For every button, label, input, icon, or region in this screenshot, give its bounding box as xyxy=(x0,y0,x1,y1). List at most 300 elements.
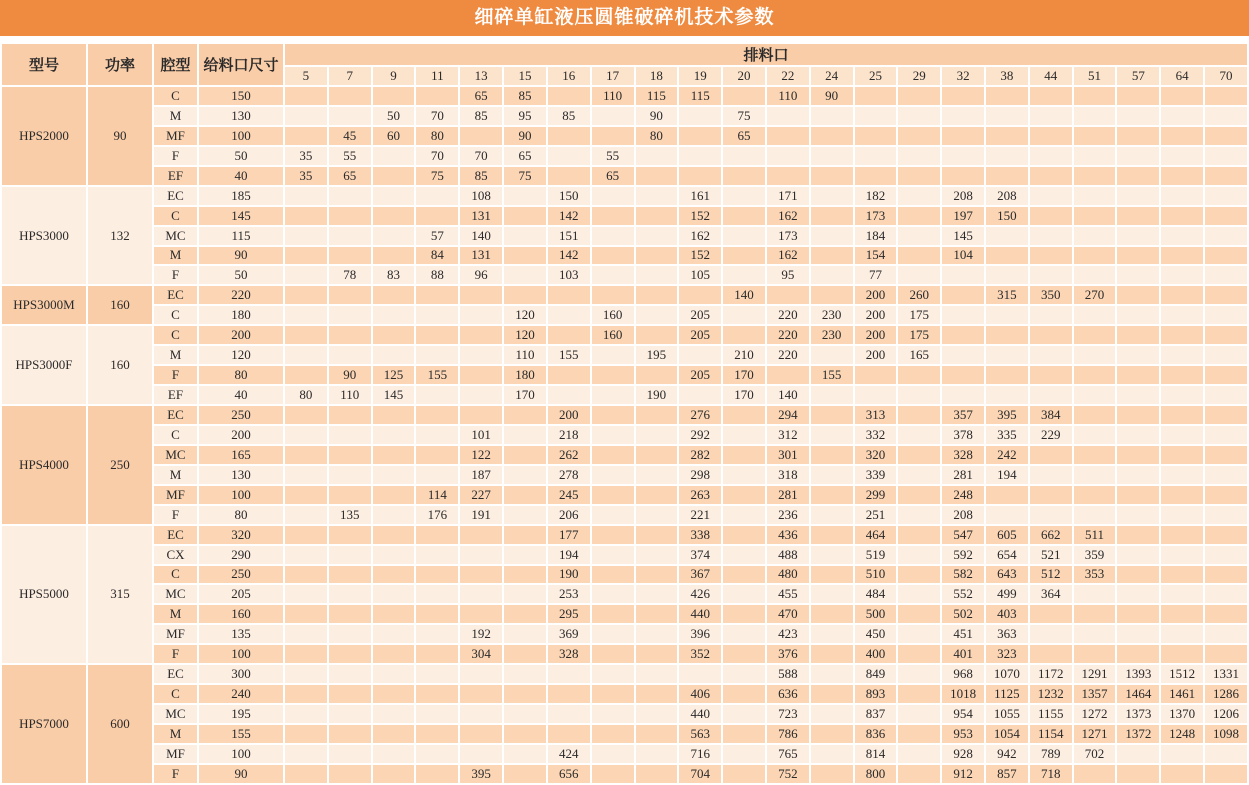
value-cell: 1055 xyxy=(985,704,1029,724)
discharge-size-header: 57 xyxy=(1116,66,1160,86)
value-cell: 455 xyxy=(766,584,810,604)
value-cell: 200 xyxy=(854,325,898,345)
value-cell: 1172 xyxy=(1029,664,1073,684)
value-cell xyxy=(328,764,372,784)
value-cell xyxy=(897,465,941,485)
value-cell: 221 xyxy=(678,505,722,525)
table-row xyxy=(1,425,1248,445)
discharge-size-header: 7 xyxy=(328,66,372,86)
value-cell xyxy=(372,485,416,505)
feed-size-cell: 200 xyxy=(198,325,284,345)
value-cell xyxy=(1029,86,1073,106)
value-cell xyxy=(722,684,766,704)
value-cell xyxy=(810,425,854,445)
value-cell: 789 xyxy=(1029,744,1073,764)
table-row xyxy=(1,285,1248,305)
value-cell: 140 xyxy=(766,385,810,405)
value-cell xyxy=(503,584,547,604)
value-cell: 75 xyxy=(722,106,766,126)
feed-size-cell: 250 xyxy=(198,405,284,425)
value-cell xyxy=(635,764,679,784)
value-cell xyxy=(415,465,459,485)
value-cell: 101 xyxy=(459,425,503,445)
value-cell xyxy=(1160,106,1204,126)
value-cell: 88 xyxy=(415,265,459,285)
value-cell xyxy=(1029,265,1073,285)
cavity-cell: C xyxy=(153,325,198,345)
value-cell xyxy=(635,644,679,664)
value-cell xyxy=(415,584,459,604)
value-cell: 282 xyxy=(678,445,722,465)
value-cell xyxy=(372,166,416,186)
value-cell xyxy=(459,325,503,345)
value-cell xyxy=(897,704,941,724)
value-cell xyxy=(415,206,459,226)
value-cell xyxy=(766,166,810,186)
value-cell xyxy=(1160,265,1204,285)
value-cell: 104 xyxy=(941,246,985,266)
discharge-size-header: 11 xyxy=(415,66,459,86)
value-cell xyxy=(284,325,328,345)
value-cell xyxy=(328,485,372,505)
value-cell xyxy=(897,246,941,266)
feed-size-cell: 130 xyxy=(198,106,284,126)
value-cell xyxy=(1116,644,1160,664)
value-cell xyxy=(415,644,459,664)
value-cell xyxy=(1204,146,1248,166)
discharge-size-header: 38 xyxy=(985,66,1029,86)
value-cell xyxy=(1204,644,1248,664)
value-cell: 406 xyxy=(678,684,722,704)
value-cell xyxy=(722,505,766,525)
value-cell xyxy=(1116,106,1160,126)
table-row xyxy=(1,206,1248,226)
value-cell xyxy=(591,246,635,266)
discharge-size-header: 24 xyxy=(810,66,854,86)
value-cell: 152 xyxy=(678,206,722,226)
value-cell xyxy=(810,664,854,684)
value-cell: 378 xyxy=(941,425,985,445)
value-cell xyxy=(1073,465,1117,485)
value-cell xyxy=(810,704,854,724)
value-cell xyxy=(810,206,854,226)
value-cell xyxy=(1116,604,1160,624)
value-cell xyxy=(372,624,416,644)
value-cell xyxy=(1204,505,1248,525)
value-cell xyxy=(722,166,766,186)
value-cell xyxy=(1029,465,1073,485)
value-cell xyxy=(1160,584,1204,604)
value-cell xyxy=(1204,106,1248,126)
table-row xyxy=(1,445,1248,465)
discharge-size-header: 9 xyxy=(372,66,416,86)
discharge-size-header: 51 xyxy=(1073,66,1117,86)
value-cell: 276 xyxy=(678,405,722,425)
value-cell: 135 xyxy=(328,505,372,525)
header-feed-opening: 给料口尺寸 xyxy=(198,43,284,86)
power-cell: 315 xyxy=(87,525,153,665)
value-cell: 1464 xyxy=(1116,684,1160,704)
value-cell xyxy=(591,764,635,784)
cavity-cell: EC xyxy=(153,525,198,545)
value-cell xyxy=(328,186,372,206)
value-cell xyxy=(415,86,459,106)
value-cell: 142 xyxy=(547,206,591,226)
value-cell xyxy=(722,764,766,784)
value-cell xyxy=(897,385,941,405)
value-cell xyxy=(591,106,635,126)
value-cell: 451 xyxy=(941,624,985,644)
value-cell: 65 xyxy=(459,86,503,106)
value-cell xyxy=(415,305,459,325)
value-cell xyxy=(372,724,416,744)
value-cell xyxy=(1160,744,1204,764)
value-cell xyxy=(503,425,547,445)
value-cell xyxy=(1116,624,1160,644)
value-cell xyxy=(1204,365,1248,385)
value-cell: 500 xyxy=(854,604,898,624)
value-cell xyxy=(547,724,591,744)
value-cell xyxy=(897,126,941,146)
cavity-cell: CX xyxy=(153,545,198,565)
value-cell xyxy=(678,126,722,146)
value-cell: 765 xyxy=(766,744,810,764)
value-cell xyxy=(1073,325,1117,345)
value-cell xyxy=(1029,644,1073,664)
value-cell: 893 xyxy=(854,684,898,704)
value-cell: 484 xyxy=(854,584,898,604)
value-cell xyxy=(547,385,591,405)
value-cell: 552 xyxy=(941,584,985,604)
value-cell xyxy=(591,405,635,425)
value-cell xyxy=(372,246,416,266)
value-cell: 220 xyxy=(766,325,810,345)
value-cell xyxy=(854,385,898,405)
value-cell: 837 xyxy=(854,704,898,724)
value-cell xyxy=(810,226,854,246)
feed-size-cell: 120 xyxy=(198,345,284,365)
discharge-size-header: 17 xyxy=(591,66,635,86)
value-cell xyxy=(591,624,635,644)
value-cell: 942 xyxy=(985,744,1029,764)
power-cell: 160 xyxy=(87,285,153,325)
value-cell: 90 xyxy=(810,86,854,106)
value-cell xyxy=(372,186,416,206)
value-cell xyxy=(722,565,766,585)
value-cell xyxy=(284,106,328,126)
value-cell: 800 xyxy=(854,764,898,784)
value-cell xyxy=(591,365,635,385)
value-cell: 401 xyxy=(941,644,985,664)
table-row xyxy=(1,485,1248,505)
value-cell xyxy=(503,186,547,206)
table-row xyxy=(1,146,1248,166)
value-cell xyxy=(810,744,854,764)
feed-size-cell: 115 xyxy=(198,226,284,246)
value-cell xyxy=(1116,405,1160,425)
value-cell: 57 xyxy=(415,226,459,246)
value-cell xyxy=(328,86,372,106)
value-cell: 60 xyxy=(372,126,416,146)
value-cell: 184 xyxy=(854,226,898,246)
value-cell xyxy=(1160,146,1204,166)
value-cell: 426 xyxy=(678,584,722,604)
value-cell xyxy=(810,604,854,624)
value-cell: 836 xyxy=(854,724,898,744)
value-cell xyxy=(328,226,372,246)
value-cell: 155 xyxy=(810,365,854,385)
power-cell: 600 xyxy=(87,664,153,784)
value-cell xyxy=(372,604,416,624)
value-cell xyxy=(1116,166,1160,186)
value-cell: 281 xyxy=(941,465,985,485)
value-cell xyxy=(897,565,941,585)
value-cell xyxy=(1073,265,1117,285)
value-cell: 151 xyxy=(547,226,591,246)
value-cell xyxy=(1204,285,1248,305)
power-cell: 250 xyxy=(87,405,153,525)
value-cell xyxy=(372,684,416,704)
value-cell xyxy=(503,744,547,764)
feed-size-cell: 160 xyxy=(198,604,284,624)
cavity-cell: C xyxy=(153,86,198,106)
cavity-cell: EC xyxy=(153,405,198,425)
discharge-size-header: 44 xyxy=(1029,66,1073,86)
value-cell xyxy=(1073,305,1117,325)
value-cell xyxy=(897,584,941,604)
value-cell xyxy=(328,724,372,744)
value-cell xyxy=(459,684,503,704)
value-cell xyxy=(328,206,372,226)
value-cell: 1291 xyxy=(1073,664,1117,684)
value-cell xyxy=(897,365,941,385)
value-cell xyxy=(722,584,766,604)
value-cell xyxy=(284,485,328,505)
value-cell xyxy=(1116,385,1160,405)
value-cell: 1286 xyxy=(1204,684,1248,704)
table-row xyxy=(1,704,1248,724)
value-cell: 299 xyxy=(854,485,898,505)
value-cell xyxy=(503,246,547,266)
value-cell xyxy=(1116,206,1160,226)
value-cell: 230 xyxy=(810,305,854,325)
value-cell xyxy=(810,525,854,545)
value-cell: 95 xyxy=(503,106,547,126)
value-cell: 488 xyxy=(766,545,810,565)
value-cell xyxy=(1029,226,1073,246)
value-cell xyxy=(722,86,766,106)
value-cell: 363 xyxy=(985,624,1029,644)
value-cell: 400 xyxy=(854,644,898,664)
value-cell xyxy=(1160,126,1204,146)
value-cell xyxy=(372,644,416,664)
value-cell: 281 xyxy=(766,485,810,505)
value-cell xyxy=(1029,485,1073,505)
value-cell xyxy=(941,345,985,365)
value-cell xyxy=(1116,126,1160,146)
value-cell xyxy=(459,385,503,405)
cavity-cell: C xyxy=(153,305,198,325)
value-cell xyxy=(328,704,372,724)
value-cell xyxy=(459,565,503,585)
value-cell xyxy=(985,126,1029,146)
value-cell: 150 xyxy=(985,206,1029,226)
value-cell: 205 xyxy=(678,325,722,345)
value-cell xyxy=(591,724,635,744)
value-cell xyxy=(415,405,459,425)
value-cell xyxy=(1204,265,1248,285)
value-cell xyxy=(415,445,459,465)
value-cell: 384 xyxy=(1029,405,1073,425)
table-row xyxy=(1,525,1248,545)
value-cell xyxy=(459,365,503,385)
value-cell xyxy=(284,684,328,704)
table-row xyxy=(1,325,1248,345)
value-cell xyxy=(591,126,635,146)
value-cell: 968 xyxy=(941,664,985,684)
value-cell: 849 xyxy=(854,664,898,684)
value-cell: 45 xyxy=(328,126,372,146)
value-cell: 115 xyxy=(635,86,679,106)
value-cell xyxy=(635,226,679,246)
value-cell xyxy=(459,285,503,305)
value-cell xyxy=(810,246,854,266)
value-cell xyxy=(591,545,635,565)
value-cell xyxy=(1204,465,1248,485)
value-cell: 70 xyxy=(415,106,459,126)
value-cell: 131 xyxy=(459,246,503,266)
feed-size-cell: 180 xyxy=(198,305,284,325)
value-cell: 440 xyxy=(678,704,722,724)
value-cell xyxy=(328,405,372,425)
value-cell xyxy=(1073,405,1117,425)
value-cell xyxy=(635,305,679,325)
discharge-size-header: 19 xyxy=(678,66,722,86)
value-cell xyxy=(1073,644,1117,664)
value-cell: 1070 xyxy=(985,664,1029,684)
value-cell xyxy=(635,525,679,545)
value-cell xyxy=(459,744,503,764)
value-cell xyxy=(635,604,679,624)
value-cell: 292 xyxy=(678,425,722,445)
value-cell: 480 xyxy=(766,565,810,585)
value-cell xyxy=(284,265,328,285)
value-cell xyxy=(591,604,635,624)
cavity-cell: MF xyxy=(153,744,198,764)
value-cell xyxy=(635,465,679,485)
value-cell xyxy=(328,644,372,664)
value-cell: 245 xyxy=(547,485,591,505)
table-row xyxy=(1,465,1248,485)
value-cell xyxy=(1073,624,1117,644)
value-cell: 1331 xyxy=(1204,664,1248,684)
value-cell: 512 xyxy=(1029,565,1073,585)
value-cell xyxy=(1029,345,1073,365)
feed-size-cell: 220 xyxy=(198,285,284,305)
value-cell xyxy=(1204,226,1248,246)
cavity-cell: F xyxy=(153,505,198,525)
table-header xyxy=(1,43,1248,86)
value-cell xyxy=(284,226,328,246)
value-cell: 110 xyxy=(328,385,372,405)
table-row xyxy=(1,644,1248,664)
value-cell xyxy=(897,206,941,226)
feed-size-cell: 195 xyxy=(198,704,284,724)
value-cell: 357 xyxy=(941,405,985,425)
value-cell xyxy=(503,206,547,226)
value-cell xyxy=(284,764,328,784)
value-cell xyxy=(985,325,1029,345)
value-cell xyxy=(1073,146,1117,166)
value-cell: 718 xyxy=(1029,764,1073,784)
value-cell xyxy=(985,505,1029,525)
value-cell xyxy=(1160,604,1204,624)
value-cell xyxy=(1073,206,1117,226)
value-cell xyxy=(328,285,372,305)
value-cell: 353 xyxy=(1073,565,1117,585)
value-cell xyxy=(284,126,328,146)
value-cell xyxy=(635,545,679,565)
value-cell xyxy=(1029,604,1073,624)
table-row xyxy=(1,584,1248,604)
value-cell xyxy=(1116,545,1160,565)
value-cell: 263 xyxy=(678,485,722,505)
value-cell xyxy=(810,186,854,206)
value-cell: 369 xyxy=(547,624,591,644)
value-cell xyxy=(1116,584,1160,604)
value-cell: 912 xyxy=(941,764,985,784)
value-cell: 55 xyxy=(328,146,372,166)
value-cell: 173 xyxy=(854,206,898,226)
value-cell xyxy=(766,106,810,126)
value-cell xyxy=(284,744,328,764)
cavity-cell: M xyxy=(153,604,198,624)
value-cell xyxy=(810,644,854,664)
value-cell xyxy=(897,106,941,126)
value-cell xyxy=(547,325,591,345)
value-cell xyxy=(284,285,328,305)
value-cell xyxy=(635,624,679,644)
value-cell: 142 xyxy=(547,246,591,266)
cavity-cell: F xyxy=(153,146,198,166)
value-cell xyxy=(547,86,591,106)
value-cell xyxy=(1073,425,1117,445)
cavity-cell: M xyxy=(153,106,198,126)
value-cell xyxy=(284,405,328,425)
value-cell xyxy=(1160,166,1204,186)
value-cell xyxy=(1160,425,1204,445)
value-cell xyxy=(284,425,328,445)
feed-size-cell: 290 xyxy=(198,545,284,565)
value-cell xyxy=(1116,186,1160,206)
value-cell xyxy=(591,285,635,305)
value-cell xyxy=(503,704,547,724)
value-cell xyxy=(503,644,547,664)
value-cell: 339 xyxy=(854,465,898,485)
value-cell xyxy=(722,325,766,345)
discharge-size-header: 70 xyxy=(1204,66,1248,86)
value-cell xyxy=(985,305,1029,325)
value-cell xyxy=(985,166,1029,186)
value-cell xyxy=(372,664,416,684)
spec-table xyxy=(0,42,1249,785)
value-cell xyxy=(591,385,635,405)
value-cell xyxy=(810,106,854,126)
discharge-size-header: 29 xyxy=(897,66,941,86)
value-cell xyxy=(1029,186,1073,206)
value-cell: 1357 xyxy=(1073,684,1117,704)
value-cell: 80 xyxy=(415,126,459,146)
